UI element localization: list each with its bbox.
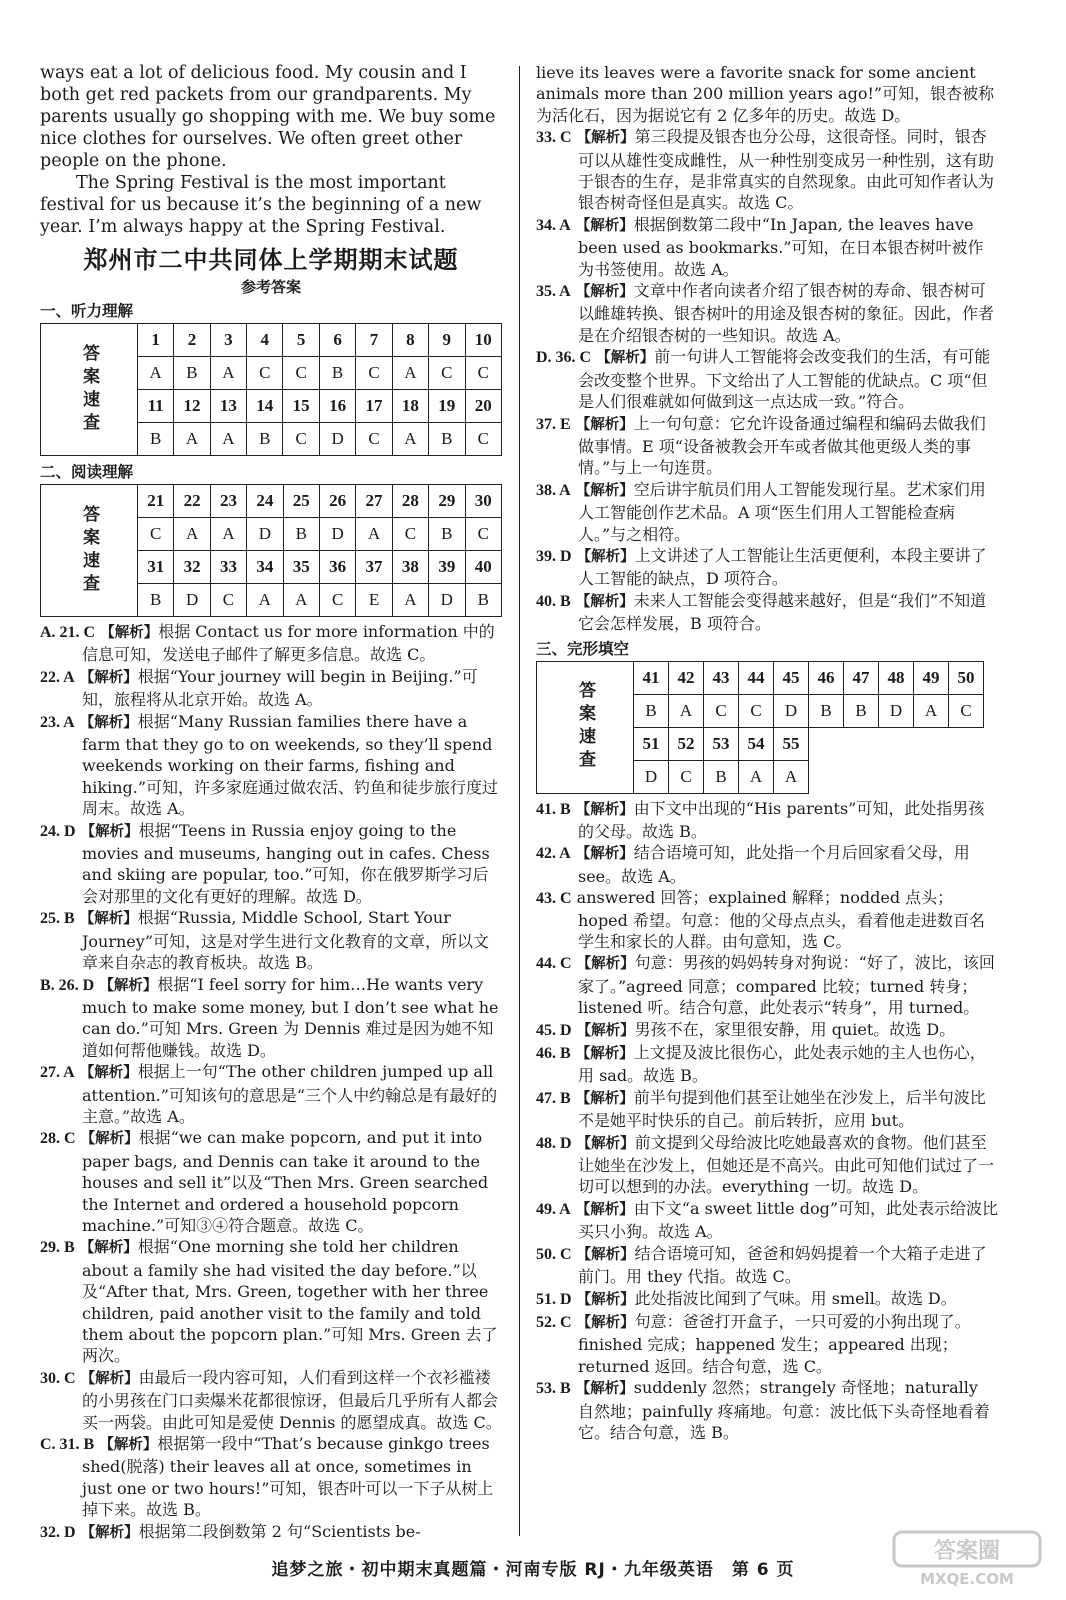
table-cell: A <box>247 584 283 617</box>
table-cell: 40 <box>465 551 501 584</box>
explanation-item <box>536 479 998 545</box>
table-cell: 32 <box>174 551 210 584</box>
explanation-item <box>536 1132 998 1198</box>
table-cell: 34 <box>247 551 283 584</box>
table-cell: 4 <box>247 324 283 357</box>
table-cell: D <box>319 518 355 551</box>
table-cell: C <box>465 518 501 551</box>
item-text: 由下文“a sweet little dog”可知，此处表示给波比买只小狗。故选 A。 <box>578 1198 998 1242</box>
item-number: 38. A <box>536 481 571 499</box>
item-text: 由最后一段内容可知，人们看到这样一个衣衫褴褛的小男孩在门口卖爆米花都很惊讶，但最后几乎所有人都会买一两袋。由此可知是爱使 Dennis 的愿望成真。故选 C。 <box>82 1367 502 1432</box>
explanation-item <box>40 711 502 820</box>
item-text: 根据“Many Russian families there have a farm that they go to on weekends, so they’ll spend weekends working on their farms, fishing and hiking.”可知，许多家庭通过做农活、钓鱼和徒步旅行度过周末。故选 A。 <box>82 711 499 819</box>
explanation-item <box>40 1521 502 1544</box>
explanation-item <box>536 1198 998 1243</box>
table-cell: 49 <box>914 661 949 694</box>
table-cell: 28 <box>392 485 428 518</box>
explanation-item <box>40 666 502 711</box>
item-text: 前半句提到他们甚至让她坐在沙发上，后半句波比不是她平时快乐的自己。前后转折，应用 but。 <box>578 1087 986 1131</box>
analysis-tag: 【解析】 <box>575 1090 634 1107</box>
item-number: 37. E <box>536 415 571 433</box>
analysis-tag: 【解析】 <box>79 911 138 928</box>
explanation-item <box>40 820 502 908</box>
empty-cell <box>809 760 984 793</box>
item-number: 48. D <box>536 1134 572 1152</box>
explanation-item <box>536 214 998 280</box>
analysis-tag: 【解析】 <box>99 977 158 994</box>
item-number: 40. B <box>536 592 571 610</box>
explanation-item <box>536 126 998 214</box>
table-cell: 21 <box>138 485 174 518</box>
table-cell: A <box>774 760 809 793</box>
analysis-tag: 【解析】 <box>575 416 634 433</box>
table-cell: 22 <box>174 485 210 518</box>
analysis-tag: 【解析】 <box>576 956 635 973</box>
table-cell: C <box>392 518 428 551</box>
table-cell: B <box>809 694 844 727</box>
item-text: 根据上一句“The other children jumped up all attention.”可知该句的意思是“三个人中约翰总是有最好的主意。”故选 A。 <box>82 1062 498 1126</box>
table-cell: 41 <box>634 661 669 694</box>
explanation-item <box>536 842 998 887</box>
analysis-tag: 【解析】 <box>576 1022 635 1039</box>
item-number: 53. B <box>536 1380 571 1398</box>
analysis-tag: 【解析】 <box>79 714 138 731</box>
explanation-item <box>536 887 998 952</box>
table-cell: 46 <box>809 661 844 694</box>
table-cell: C <box>319 584 355 617</box>
analysis-tag: 【解析】 <box>100 625 159 641</box>
table-cell: 29 <box>429 485 465 518</box>
explanation-item <box>40 1061 502 1127</box>
analysis-tag: 【解析】 <box>80 1370 139 1387</box>
item-number: 27. A <box>40 1064 75 1082</box>
table-cell: B <box>283 518 319 551</box>
explanation-item <box>536 346 998 412</box>
item-number: 32. D <box>40 1523 76 1541</box>
explanation-item <box>536 1042 998 1087</box>
item-text: 前文提到父母给波比吃她最喜欢的食物。他们甚至让她坐在沙发上，但她还是不高兴。由此可知他们试过了一切可以想到的办法。everything 一切。故选 D。 <box>578 1132 995 1197</box>
table-cell: D <box>174 584 210 617</box>
table-cell: 45 <box>774 661 809 694</box>
analysis-tag: 【解析】 <box>576 130 635 147</box>
table-cell: B <box>138 423 174 456</box>
item-number: 33. C <box>536 129 572 147</box>
table-cell: 3 <box>210 324 246 357</box>
section-heading-cloze: 三、完形填空 <box>536 639 630 658</box>
table-cell: A <box>392 357 428 390</box>
analysis-tag: 【解析】 <box>576 1246 635 1263</box>
explanation-item <box>536 280 998 346</box>
table-cell: 53 <box>704 727 739 760</box>
item-text: lieve its leaves were a favorite snack for some ancient animals more than 200 million years ago!”可知，银杏被称为活化石，因为据说它有 2 亿多年的历史。故选 D。 <box>536 63 995 125</box>
table-cell: 31 <box>138 551 174 584</box>
empty-cell <box>809 727 984 760</box>
table-cell: B <box>634 694 669 727</box>
table-cell: C <box>210 584 246 617</box>
table-cell: 25 <box>283 485 319 518</box>
item-number: 41. B <box>536 800 571 818</box>
table-cell: 1 <box>138 324 174 357</box>
analysis-tag: 【解析】 <box>575 801 634 818</box>
essay-paragraph-2: The Spring Festival is the most important festival for us because it’s the beginning of a new year. I’m always happy at the Spring Festival. <box>40 173 482 237</box>
table-cell: 26 <box>319 485 355 518</box>
analysis-tag: 【解析】 <box>596 350 655 367</box>
table-cell: B <box>319 357 355 390</box>
table-cell: C <box>949 694 984 727</box>
analysis-tag: 【解析】 <box>575 1201 634 1218</box>
analysis-tag: 【解析】 <box>99 1437 158 1454</box>
item-number: 35. A <box>536 283 571 301</box>
item-number: 47. B <box>536 1089 571 1107</box>
table-cell: C <box>739 694 774 727</box>
table-cell: D <box>429 584 465 617</box>
table-cell: C <box>669 760 704 793</box>
table-cell: 14 <box>247 390 283 423</box>
essay-paragraph-1: ways eat a lot of delicious food. My cousin and I both get red packets from our grandparents. My parents usually go shopping with me. We buy some nice clothes for ourselves. We often greet other people on the phone. <box>40 63 496 171</box>
item-text: 根据“Your journey will begin in Beijing.”可知，旅程将从北京开始。故选 A。 <box>82 666 478 710</box>
table-cell: 18 <box>392 390 428 423</box>
item-number: D. 36. C <box>536 349 592 367</box>
table-cell: 33 <box>210 551 246 584</box>
table-cell: A <box>174 518 210 551</box>
analysis-tag: 【解析】 <box>575 482 634 499</box>
analysis-tag: 【解析】 <box>575 1381 634 1398</box>
item-number: 46. B <box>536 1045 571 1063</box>
table-cell: C <box>465 357 502 390</box>
item-number: 23. A <box>40 713 75 731</box>
item-number: B. 26. D <box>40 976 95 994</box>
explanation-item <box>40 1433 502 1521</box>
table-cell: 24 <box>247 485 283 518</box>
table-cell: 16 <box>319 390 355 423</box>
table-cell: B <box>844 694 879 727</box>
item-number: A. 21. C <box>40 624 96 641</box>
item-text: 根据第一段中“That’s because ginkgo trees shed(脱落) their leaves all at once, sometimes in just one or two hours!”可知，银杏叶可以一下子从树上掉下来。故选 B。 <box>82 1434 494 1520</box>
table-cell: 48 <box>879 661 914 694</box>
table-cell: 12 <box>174 390 210 423</box>
table-cell: E <box>356 584 392 617</box>
table-cell: 47 <box>844 661 879 694</box>
explanation-item <box>40 1367 502 1433</box>
table-cell: 52 <box>669 727 704 760</box>
explanation-item <box>536 798 998 843</box>
analysis-tag: 【解析】 <box>576 548 635 565</box>
analysis-tag: 【解析】 <box>79 669 138 686</box>
item-number: 25. B <box>40 910 75 928</box>
explanation-item <box>536 952 998 1018</box>
table-cell: D <box>774 694 809 727</box>
item-text: 由下文中出现的“His parents”可知，此处指男孩的父母。故选 B。 <box>578 798 985 841</box>
table-cell: A <box>392 423 428 456</box>
answer-table-side-label: 答案速查 <box>41 485 138 617</box>
analysis-tag: 【解析】 <box>576 1314 635 1331</box>
table-cell: 11 <box>138 390 174 423</box>
table-cell: A <box>392 584 428 617</box>
page-title: 郑州市二中共同体上学期期末试题 <box>83 246 459 274</box>
table-cell: 35 <box>283 551 319 584</box>
answer-table-cloze <box>536 661 984 794</box>
table-cell: 23 <box>210 485 246 518</box>
item-text: answered 回答；explained 解释；nodded 点头；hoped 希望。句意：他的父母点点头，看着他走进数百名学生和家长的人群。由句意知，选 C。 <box>576 888 985 951</box>
table-cell: 10 <box>465 324 502 357</box>
item-text: 根据“I feel sorry for him…He wants very much to make some money, but I don’t see what he can do.”可知 Mrs. Green 为 Dennis 难过是因为她不知道如何帮他赚钱。故选 D。 <box>82 974 499 1060</box>
table-cell: B <box>247 423 283 456</box>
item-text: 根据第二段倒数第 2 句“Scientists be- <box>138 1521 421 1541</box>
item-number: 52. C <box>536 1313 572 1331</box>
table-cell: B <box>704 760 739 793</box>
item-number: 50. C <box>536 1245 572 1263</box>
table-cell: B <box>465 584 501 617</box>
table-cell: C <box>465 423 502 456</box>
item-text: 文章中作者向读者介绍了银杏树的寿命、银杏树可以雌雄转换、银杏树叶的用途及银杏树的象征。因此，作者是在介绍银杏树的一些知识。故选 A。 <box>578 281 995 345</box>
table-cell: 7 <box>356 324 392 357</box>
table-cell: B <box>138 584 174 617</box>
table-cell: 5 <box>283 324 319 357</box>
answer-table-listening <box>40 323 502 456</box>
table-cell: 36 <box>319 551 355 584</box>
analysis-tag: 【解析】 <box>576 1135 635 1152</box>
analysis-tag: 【解析】 <box>575 284 634 301</box>
item-number: 51. D <box>536 1290 572 1308</box>
left-explanations <box>40 621 502 1544</box>
item-number: 45. D <box>536 1021 572 1039</box>
analysis-tag: 【解析】 <box>80 1131 139 1148</box>
item-text: 根据“Teens in Russia enjoy going to the movies and museums, hanging out in cafes. Chess and skiing are popular, too.”可知，你在俄罗斯学习后会对那里的文化有更好的理解。故选 D。 <box>82 820 490 906</box>
item-text: 句意：爸爸打开盒子，一只可爱的小狗出现了。finished 完成；happened 发生；appeared 出现；returned 返回。结合句意，选 C。 <box>578 1311 971 1376</box>
item-number: 42. A <box>536 845 571 863</box>
svg-text:答案圈: 答案圈 <box>933 1539 1001 1564</box>
item-number: 24. D <box>40 822 76 840</box>
table-cell: 43 <box>704 661 739 694</box>
table-cell: B <box>429 423 465 456</box>
table-cell: 50 <box>949 661 984 694</box>
answer-table-side-label: 答案速查 <box>537 661 634 793</box>
explanation-item <box>536 1288 998 1311</box>
explanation-item <box>536 62 998 126</box>
item-text: 根据“we can make popcorn, and put it into paper bags, and Dennis can take it around to the houses and sell it”以及“Then Mrs. Green searched the Internet and ordered a household popcorn machine.”可知③④符合题意。故选 C。 <box>82 1128 489 1235</box>
analysis-tag: 【解析】 <box>575 217 634 234</box>
column-divider <box>519 66 520 1536</box>
watermark-logo <box>892 1528 1042 1588</box>
table-cell: D <box>634 760 669 793</box>
table-cell: B <box>429 518 465 551</box>
table-cell: 27 <box>356 485 392 518</box>
page-subtitle: 参考答案 <box>240 278 301 296</box>
table-cell: 54 <box>739 727 774 760</box>
table-cell: A <box>138 357 174 390</box>
table-cell: 39 <box>429 551 465 584</box>
right-explanations-cloze <box>536 798 998 1444</box>
table-cell: 44 <box>739 661 774 694</box>
table-cell: 15 <box>283 390 319 423</box>
explanation-item <box>536 1311 998 1377</box>
item-text: 空后讲宇航员们用人工智能发现行星。艺术家们用人工智能创作艺术品。A 项“医生们用人工智能检查病人。”与之相符。 <box>578 479 986 544</box>
table-cell: C <box>247 357 283 390</box>
table-cell: C <box>283 423 319 456</box>
left-column <box>40 62 502 1542</box>
table-cell: A <box>283 584 319 617</box>
table-cell: D <box>879 694 914 727</box>
table-cell: D <box>319 423 355 456</box>
explanation-item <box>536 1019 998 1042</box>
item-text: suddenly 忽然；strangely 奇怪地；naturally 自然地；painfully 疼痛地。句意：波比低下头奇怪地看着它。结合句意，选 B。 <box>578 1378 990 1442</box>
table-cell: A <box>174 423 210 456</box>
table-cell: A <box>210 423 246 456</box>
analysis-tag: 【解析】 <box>80 823 139 840</box>
right-column <box>536 62 998 1542</box>
table-cell: 13 <box>210 390 246 423</box>
explanation-item <box>40 1127 502 1236</box>
table-cell: D <box>247 518 283 551</box>
table-cell: 51 <box>634 727 669 760</box>
explanation-item <box>536 1243 998 1288</box>
table-cell: 19 <box>429 390 465 423</box>
table-cell: A <box>739 760 774 793</box>
explanation-item <box>536 1087 998 1132</box>
table-cell: 20 <box>465 390 502 423</box>
answer-table-side-label: 答案速查 <box>41 324 138 456</box>
item-number: 22. A <box>40 668 75 686</box>
analysis-tag: 【解析】 <box>575 1046 634 1063</box>
table-cell: 38 <box>392 551 428 584</box>
table-cell: 42 <box>669 661 704 694</box>
item-number: 44. C <box>536 955 572 973</box>
table-cell: C <box>138 518 174 551</box>
page-footer: 追梦之旅・初中期末真题篇・河南专版 RJ・九年级英语 第 6 页 <box>271 1560 795 1580</box>
essay-excerpt <box>40 62 502 238</box>
item-text: 第三段提及银杏也分公母，这很奇怪。同时，银杏可以从雄性变成雌性，从一种性别变成另一种性别，这有助于银杏的生存，是非常真实的自然现象。由此可知作者认为银杏树奇怪但是真实。故选 C。 <box>578 127 995 213</box>
table-cell: A <box>914 694 949 727</box>
item-text: 结合语境可知，爸爸和妈妈提着一个大箱子走进了前门。用 they 代指。故选 C。 <box>578 1243 987 1287</box>
item-number: 49. A <box>536 1200 571 1218</box>
item-number: 30. C <box>40 1369 76 1387</box>
item-text: 句意：男孩的妈妈转身对狗说：“好了，波比，该回家了。”agreed 同意；compared 比较；turned 转身；listened 听。结合句意，此处表示“转身”，用 turned。 <box>578 953 995 1018</box>
item-number: 43. C <box>536 890 572 908</box>
table-cell: 17 <box>356 390 392 423</box>
right-explanations <box>536 62 998 635</box>
table-cell: A <box>356 518 392 551</box>
table-cell: C <box>283 357 319 390</box>
explanation-item <box>536 413 998 479</box>
table-cell: 55 <box>774 727 809 760</box>
item-text: 未来人工智能会变得越来越好，但是“我们”不知道它会怎样发展，B 项符合。 <box>578 590 987 634</box>
table-cell: 8 <box>392 324 428 357</box>
table-cell: C <box>429 357 465 390</box>
item-text: 根据“One morning she told her children about a family she had visited the day before.”以及“After that, Mrs. Green, together with her three children, paid another visit to the family and told them about the popcorn plan.”可知 Mrs. Green 去了两次。 <box>82 1237 498 1366</box>
item-number: 28. C <box>40 1130 76 1148</box>
item-number: 34. A <box>536 216 571 234</box>
table-cell: 30 <box>465 485 501 518</box>
table-cell: C <box>704 694 739 727</box>
item-text: 根据 Contact us for more information 中的信息可知，发送电子邮件了解更多信息。故选 C。 <box>82 622 495 665</box>
item-number: 39. D <box>536 547 572 565</box>
explanation-item <box>536 545 998 590</box>
explanation-item <box>40 621 502 666</box>
explanation-item <box>40 907 502 973</box>
table-cell: A <box>669 694 704 727</box>
item-number: C. 31. B <box>40 1436 95 1454</box>
item-text: 男孩不在，家里很安静，用 quiet。故选 D。 <box>634 1019 956 1039</box>
item-text: 根据“Russia, Middle School, Start Your Journey”可知，这是对学生进行文化教育的文章，所以文章来自杂志的教育板块。故选 B。 <box>82 908 489 973</box>
analysis-tag: 【解析】 <box>576 1291 635 1308</box>
table-cell: C <box>356 357 392 390</box>
answer-table-reading <box>40 484 502 617</box>
explanation-item <box>40 974 502 1062</box>
item-number: 29. B <box>40 1239 75 1257</box>
analysis-tag: 【解析】 <box>79 1065 138 1082</box>
table-cell: B <box>174 357 210 390</box>
table-cell: C <box>356 423 392 456</box>
table-cell: A <box>210 518 246 551</box>
explanation-item <box>536 1377 998 1443</box>
section-heading-reading: 二、阅读理解 <box>40 463 134 481</box>
analysis-tag: 【解析】 <box>79 1240 138 1257</box>
table-cell: 9 <box>429 324 465 357</box>
table-cell: 2 <box>174 324 210 357</box>
item-text: 根据倒数第二段中“In Japan, the leaves have been used as bookmarks.”可知，在日本银杏树叶被作为书签使用。故选 A。 <box>578 214 984 279</box>
item-text: 前一句讲人工智能将会改变我们的生活，有可能会改变整个世界。下文给出了人工智能的优缺点。C 项“但是人们很难就如何做到这一点达成一致。”符合。 <box>578 347 991 412</box>
explanation-item <box>536 590 998 635</box>
svg-text:MXQE.COM: MXQE.COM <box>920 1570 1014 1588</box>
explanation-item <box>40 1236 502 1366</box>
item-text: 上一句句意：它允许设备通过编程和编码去做我们做事情。E 项“设备被教会开车或者做其他更级人类的事情。”与上一句连贯。 <box>578 413 986 478</box>
analysis-tag: 【解析】 <box>575 593 634 610</box>
item-text: 结合语境可知，此处指一个月后回家看父母，用 see。故选 A。 <box>578 843 970 886</box>
analysis-tag: 【解析】 <box>80 1524 139 1541</box>
item-text: 此处指波比闻到了气味。用 smell。故选 D。 <box>634 1288 957 1308</box>
item-text: 上文讲述了人工智能让生活更便利，本段主要讲了人工智能的缺点，D 项符合。 <box>578 545 987 589</box>
section-heading-listening: 一、听力理解 <box>40 302 134 320</box>
table-cell: 37 <box>356 551 392 584</box>
table-cell: A <box>210 357 246 390</box>
table-cell: 6 <box>319 324 355 357</box>
analysis-tag: 【解析】 <box>575 846 634 863</box>
item-text: 上文提及波比很伤心，此处表示她的主人也伤心，用 sad。故选 B。 <box>578 1043 986 1086</box>
